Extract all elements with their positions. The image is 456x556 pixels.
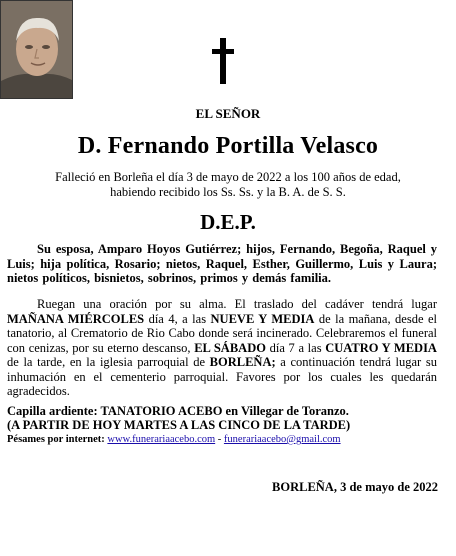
- chapel-line: Capilla ardiente: TANATORIO ACEBO en Villegar de Toranzo.: [7, 404, 349, 418]
- prayer-text-1: Ruegan una oración por su alma. El traslado del cadáver tendrá lugar: [37, 297, 437, 311]
- prayer-text-2: día 4, a las: [144, 311, 211, 326]
- dep-heading: D.E.P.: [200, 210, 256, 234]
- prayer-bold-3: EL SÁBADO: [194, 340, 266, 355]
- prayer-bold-2: NUEVE Y MEDIA: [210, 311, 315, 326]
- link-separator: -: [215, 434, 224, 445]
- prayer-text-3: de la mañana, desde el tanatorio, al Crematorio de Rio Cabo donde será incinerado. Celebraremos el funeral con cenizas, por su eterno descanso,: [7, 311, 437, 355]
- email-link[interactable]: funerariaacebo@gmail.com: [223, 434, 341, 445]
- cross-icon: [208, 38, 238, 84]
- condolences-line: [7, 434, 341, 445]
- portrait-photo: [0, 0, 73, 99]
- deceased-name: D. Fernando Portilla Velasco: [77, 133, 379, 159]
- title-el-senor: EL SEÑOR: [195, 106, 261, 121]
- prayer-bold-1: MAÑANA MIÉRCOLES: [7, 311, 145, 326]
- prayer-text-5: de la tarde, en la iglesia parroquial de: [7, 355, 210, 369]
- prayer-text-6: a continuación tendrá lugar su inhumación en el cementerio parroquial. Favores por los cuales les quedarán agradecidos.: [7, 355, 437, 398]
- website-link[interactable]: www.funerariaacebo.com: [107, 434, 216, 445]
- chapel-notice: (A PARTIR DE HOY MARTES A LAS CINCO DE LA TARDE): [7, 418, 351, 432]
- prayer-bold-4: CUATRO Y MEDIA: [325, 340, 437, 355]
- family-paragraph: [7, 242, 437, 286]
- prayer-bold-5: BORLEÑA;: [209, 355, 276, 369]
- family-text: Su esposa, Amparo Hoyos Gutiérrez; hijos, Fernando, Begoña, Raquel y Luis; hija política, Rosario; nietos, Raquel, Esther, Guillermo, Luis y Laura; nietos políticos, bisnietos, sobrinos, primos y demás familia.: [7, 242, 437, 285]
- prayer-text-4: día 7 a las: [265, 340, 326, 355]
- obituary-line-2: habiendo recibido los Ss. Ss. y la B. A. de S. S.: [110, 185, 346, 199]
- condolences-label: Pésames por internet:: [7, 434, 105, 445]
- obituary-text: [0, 170, 456, 200]
- place-date: BORLEÑA, 3 de mayo de 2022: [272, 480, 438, 494]
- obituary-line-1: Falleció en Borleña el día 3 de mayo de 2022 a los 100 años de edad,: [55, 170, 401, 184]
- prayer-paragraph: [7, 297, 437, 399]
